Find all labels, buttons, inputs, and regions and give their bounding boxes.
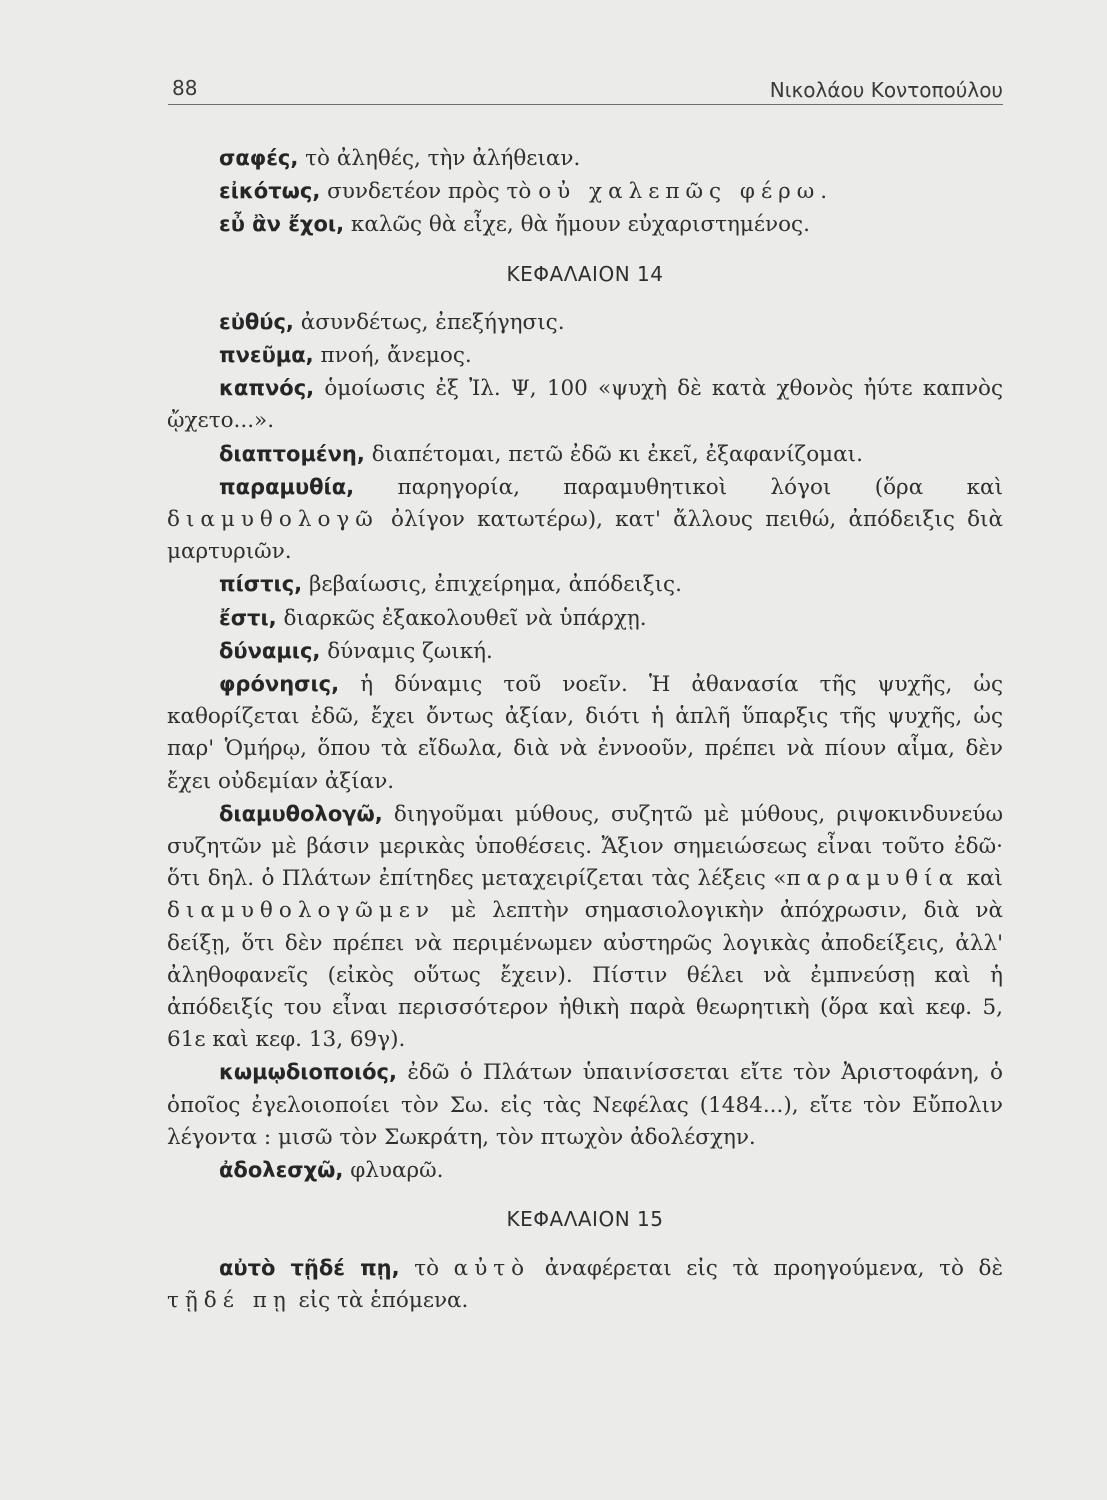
spaced-phrase: οὐ χαλεπῶς φέρω — [538, 179, 821, 205]
gloss: παρηγορία, παραμυθητικοὶ λόγοι (ὅρα καὶ — [354, 474, 1003, 500]
lemma: πνεῦμα, — [219, 343, 314, 368]
entry-eikotos — [167, 175, 1003, 208]
lemma: ἀδολεσχῶ, — [219, 1158, 344, 1183]
entry-eu-an-echoi — [167, 208, 1003, 241]
page-number: 88 — [172, 76, 198, 100]
entry-diaptomeni — [167, 438, 1003, 471]
gloss: συνδετέον πρὸς τὸ — [320, 179, 539, 205]
lemma: εὖ ἂν ἔχοι, — [219, 212, 345, 237]
gloss: ἀσυνδέτως, ἐπεξήγησις. — [293, 309, 565, 335]
entry-dynamis — [167, 635, 1003, 668]
entry-auto-tede-pe — [167, 1252, 1003, 1317]
page-body — [167, 142, 1003, 1317]
gloss: τὸ ἀληθές, τὴν ἀλήθειαν. — [298, 146, 581, 171]
gloss: πνοή, ἄνεμος. — [313, 343, 472, 369]
lemma: παραμυθία, — [219, 474, 355, 499]
entry-komodiopoios — [167, 1056, 1003, 1154]
entry-esti — [167, 602, 1003, 635]
chapter-heading-15: ΚΕΦΑΛΑΙΟΝ 15 — [506, 1207, 664, 1232]
gloss: ἡ δύναμις τοῦ νοεῖν. Ἡ ἀθανασία τῆς ψυχῆς, ὡς καθορίζεται ἐδῶ, ἔχει ὄντως ἀξίαν, διότι ἡ ἁπλῆ ὕπαρξις τῆς ψυχῆς, ὡς παρ' Ὁμήρῳ, ὅπου τὰ εἴδωλα, διὰ νὰ ἐννοοῦν, πρέπει νὰ πίουν αἷμα, δὲν ἔχει οὐδεμίαν ἀξίαν. — [167, 672, 1003, 794]
lemma: εἰκότως, — [219, 179, 321, 204]
gloss: καλῶς θὰ εἶχε, θὰ ἤμουν εὐχαριστημένος. — [344, 212, 810, 238]
lemma: κωμῳδιοποιός, — [219, 1060, 397, 1085]
lemma: ἔστι, — [219, 605, 277, 630]
lemma: πίστις, — [219, 572, 303, 597]
lemma: εὐθύς, — [219, 309, 294, 334]
entry-paramythia — [167, 471, 1003, 569]
entry-safes — [167, 142, 1003, 175]
gloss: τὸ — [399, 1255, 454, 1281]
gloss: δύναμις ζωική. — [320, 638, 493, 664]
chapter-heading-14: ΚΕΦΑΛΑΙΟΝ 14 — [506, 261, 664, 286]
lemma: διαμυθολογῶ, — [219, 801, 383, 826]
gloss: βεβαίωσις, ἐπιχείρημα, ἀπόδειξις. — [302, 572, 682, 598]
gloss: φλυαρῶ. — [343, 1158, 444, 1184]
entry-pneuma — [167, 339, 1003, 372]
lemma: φρόνησις, — [219, 672, 340, 697]
lemma: διαπτομένη, — [219, 441, 365, 466]
gloss-mid: ἀναφέρεται εἰς τὰ προηγούμενα, τὸ δὲ — [530, 1255, 1003, 1281]
spaced-word: τῇδέ πῃ — [167, 1287, 292, 1313]
lemma: δύναμις, — [219, 638, 321, 663]
gloss-tail: μὲ λεπτὴν σημασιολογικὴν ἀπόχρωσιν, διὰ νὰ δείξῃ, ὅτι δὲν πρέπει νὰ περιμένωμεν αὐστηρῶς λογικὰς ἀποδείξεις, ἀλλ' ἀληθοφανεῖς (εἰκὸς οὕτως ἔχειν). Πίστιν θέλει νὰ ἐμπνεύσῃ καὶ ἡ ἀπόδειξίς του εἶναι περισσότερον ἠθικὴ παρὰ θεωρητικὴ (ὅρα καὶ κεφ. 5, 61ε καὶ κεφ. 13, 69γ). — [167, 898, 1003, 1053]
spaced-word: παραμυθία — [786, 866, 960, 892]
gloss: ἐδῶ ὁ Πλάτων ὑπαινίσσεται εἴτε τὸν Ἀριστοφάνη, ὁ ὁποῖος ἐγελοιοποίει τὸν Σω. εἰς τὰς Νεφέλας (1484...), εἴτε τὸν Εὔπολιν λέγοντα : μισῶ τὸν Σωκράτη, τὸν πτωχὸν ἀδολέσχην. — [167, 1060, 1003, 1150]
lemma: σαφές, — [219, 146, 299, 170]
gloss: διαπέτομαι, πετῶ ἐδῶ κι ἐκεῖ, ἐξαφανίζομαι. — [364, 441, 863, 467]
entry-euthys — [167, 306, 1003, 339]
gloss-tail: . — [820, 179, 828, 205]
entry-diamythologo — [167, 798, 1003, 1057]
gloss-mid: καὶ — [959, 866, 1003, 892]
gloss: ὁμοίωσις ἐξ Ἰλ. Ψ, 100 «ψυχὴ δὲ κατὰ χθονὸς ἠύτε καπνὸς ᾤχετο...». — [167, 376, 1003, 434]
entry-fronisis — [167, 668, 1003, 798]
gloss: διηγοῦμαι μύθους, συζητῶ μὲ μύθους, ριψοκινδυνεύω συζητῶν μὲ βάσιν μερικὰς ὑποθέσεις. Ἄξιον σημειώσεως εἶναι τοῦτο ἐδῶ· ὅτι δηλ. ὁ Πλάτων ἐπίτηδες μεταχειρίζεται τὰς λέξεις « — [167, 801, 1003, 892]
spaced-word: αὐτὸ — [453, 1255, 531, 1281]
lemma: καπνός, — [219, 376, 315, 401]
page-header — [168, 72, 1003, 105]
gloss-tail: ὀλίγον κατωτέρω), κατ' ἄλλους πειθώ, ἀπόδειξις διὰ μαρτυριῶν. — [167, 507, 1003, 565]
spaced-word: διαμυθολογῶμεν — [167, 898, 435, 924]
entry-pistis — [167, 568, 1003, 601]
lemma: αὐτὸ τῇδέ πῃ, — [219, 1255, 400, 1280]
running-head: Νικολάου Κοντοπούλου — [769, 78, 1003, 102]
spaced-word: διαμυθολογῶ — [167, 507, 379, 533]
entry-kapnos — [167, 372, 1003, 437]
gloss: διαρκῶς ἐξακολουθεῖ νὰ ὑπάρχῃ. — [276, 605, 647, 631]
gloss-tail: εἰς τὰ ἑπόμενα. — [291, 1287, 469, 1313]
entry-adoleschno — [167, 1154, 1003, 1187]
